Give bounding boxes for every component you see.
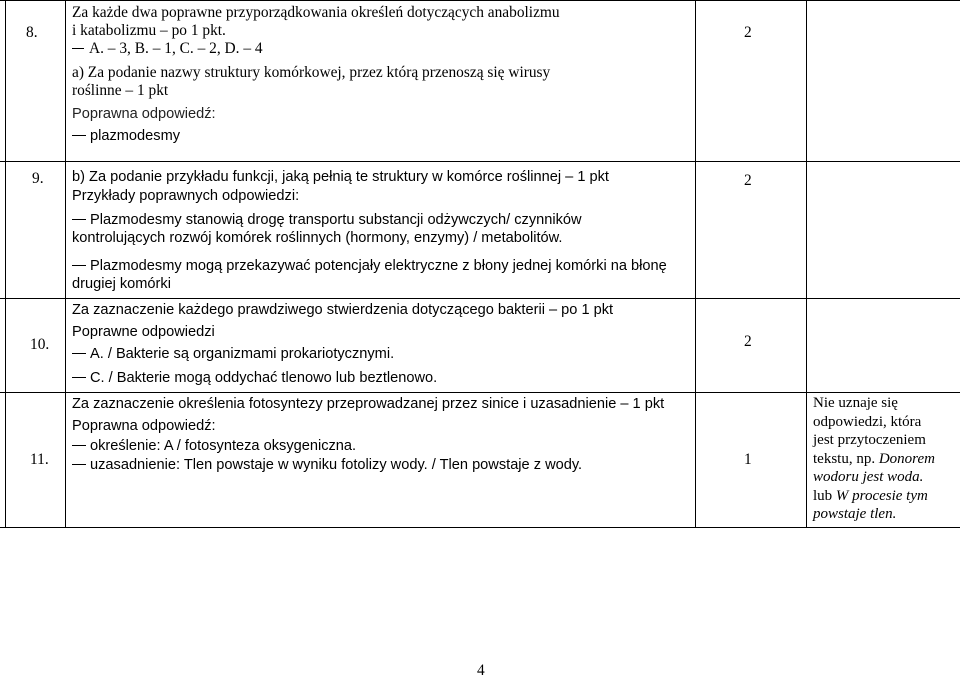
task-number: 10. — [30, 336, 50, 353]
row-divider — [0, 527, 960, 528]
criteria-text: Za każde dwa poprawne przyporządkowania określeń dotyczących anabolizmu — [72, 4, 560, 21]
criteria-text: Za zaznaczenie określenia fotosyntezy przeprowadzanej przez sinice i uzasadnienie – 1 pkt — [72, 396, 665, 412]
column-divider — [695, 0, 696, 527]
answer-label: Poprawna odpowiedź: — [72, 418, 216, 434]
points-value: 2 — [744, 172, 752, 189]
column-divider — [65, 0, 66, 527]
dash-icon — [72, 445, 86, 446]
task-number: 11. — [30, 451, 49, 468]
dash-icon — [72, 219, 86, 220]
task-number: 9. — [32, 170, 44, 187]
dash-icon — [72, 377, 86, 378]
answer-text: plazmodesmy — [72, 127, 180, 145]
answer-key: A. – 3, B. – 1, C. – 2, D. – 4 — [72, 40, 263, 58]
grading-note: Nie uznaje się odpowiedzi, która jest przytoczeniem tekstu, np. Donorem wodoru jest woda. lub W procesie tym powstaje tlen. — [813, 395, 935, 522]
row-divider — [0, 0, 960, 1]
criteria-text: a) Za podanie nazwy struktury komórkowej, przez którą przenoszą się wirusy — [72, 64, 551, 81]
row-divider — [0, 298, 960, 299]
dash-icon — [72, 265, 86, 266]
dash-icon — [72, 353, 86, 354]
page-number: 4 — [477, 662, 485, 679]
criteria-text: Za zaznaczenie każdego prawdziwego stwierdzenia dotyczącego bakterii – po 1 pkt — [72, 302, 614, 318]
points-value: 1 — [744, 451, 752, 468]
points-value: 2 — [744, 24, 752, 41]
answer-text: Plazmodesmy stanowią drogę transportu substancji odżywczych/ czynników — [72, 211, 582, 229]
answer-label: Poprawna odpowiedź: — [72, 106, 216, 122]
dash-icon — [72, 464, 86, 465]
dash-icon — [72, 135, 86, 136]
dash-icon — [72, 48, 84, 49]
column-divider — [5, 0, 6, 527]
answer-text: określenie: A / fotosynteza oksygeniczna. — [72, 437, 356, 455]
row-divider — [0, 392, 960, 393]
answer-text: Plazmodesmy mogą przekazywać potencjały elektryczne z błony jednej komórki na błonę — [72, 257, 667, 275]
criteria-text: i katabolizmu – po 1 pkt. — [72, 22, 226, 39]
answer-text: C. / Bakterie mogą oddychać tlenowo lub beztlenowo. — [72, 369, 437, 387]
row-divider — [0, 161, 960, 162]
points-value: 2 — [744, 333, 752, 350]
criteria-text: roślinne – 1 pkt — [72, 82, 169, 99]
answer-text: drugiej komórki — [72, 276, 171, 292]
column-divider — [806, 0, 807, 527]
criteria-text: Przykłady poprawnych odpowiedzi: — [72, 188, 300, 204]
answer-text: A. / Bakterie są organizmami prokariotycznymi. — [72, 345, 394, 363]
answer-label: Poprawne odpowiedzi — [72, 324, 215, 340]
answer-text: kontrolujących rozwój komórek roślinnych (hormony, enzymy) / metabolitów. — [72, 230, 563, 246]
criteria-text: b) Za podanie przykładu funkcji, jaką pełnią te struktury w komórce roślinnej – 1 pkt — [72, 169, 609, 185]
answer-text: uzasadnienie: Tlen powstaje w wyniku fotolizy wody. / Tlen powstaje z wody. — [72, 456, 582, 474]
task-number: 8. — [26, 24, 38, 41]
